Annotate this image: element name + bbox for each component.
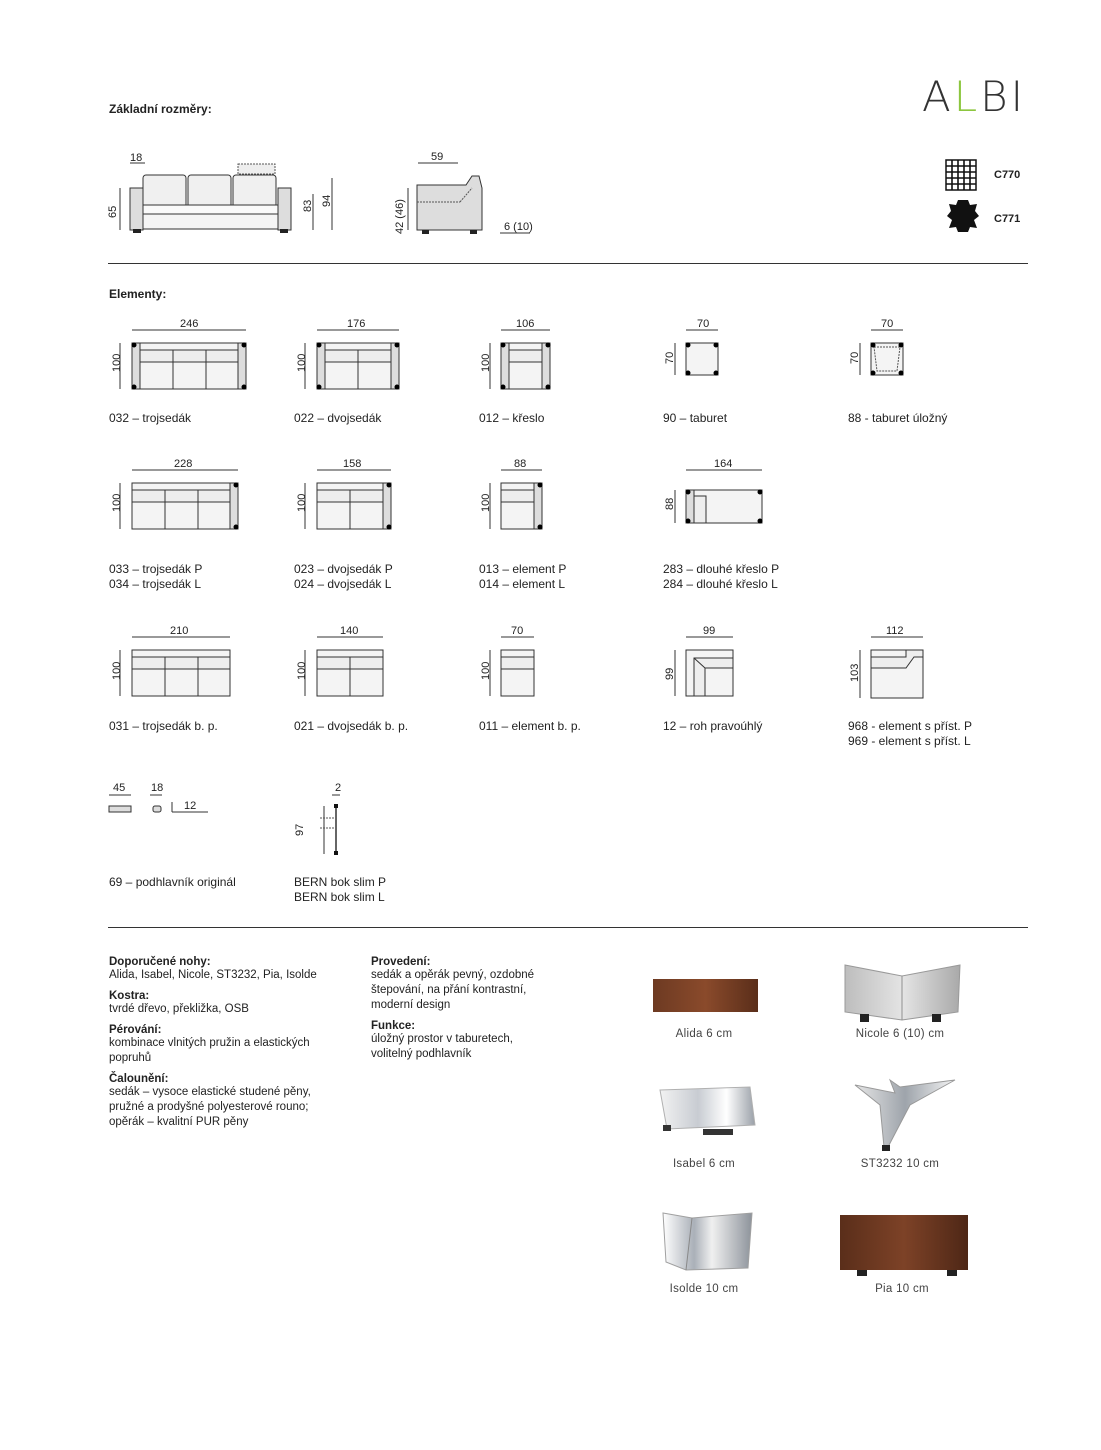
nicole-caption: Nicole 6 (10) cm — [855, 1028, 945, 1040]
el-968-label: 968 - element s příst. P — [848, 719, 973, 733]
frame-heading: Kostra: — [109, 990, 150, 1002]
function-text-1: úložný prostor v taburetech, — [371, 1033, 513, 1045]
bern-height-label: 97 — [294, 823, 306, 836]
execution-heading: Provedení: — [371, 956, 431, 968]
pia-caption: Pia 10 cm — [875, 1283, 929, 1295]
pillow-depth: 18 — [151, 782, 164, 794]
el-013-width: 88 — [514, 458, 527, 470]
el-968-width: 112 — [886, 625, 904, 637]
legs-heading: Doporučené nohy: — [109, 956, 211, 968]
isolde-caption: Isolde 10 cm — [669, 1283, 739, 1295]
pillow-height: 12 — [184, 800, 197, 812]
spring-text-2: popruhů — [109, 1052, 152, 1064]
el-969-label: 969 - element s příst. L — [848, 734, 971, 748]
el-022-depth: 100 — [296, 353, 308, 372]
info-left — [109, 956, 349, 1130]
brand-logo: ALBI — [922, 72, 1027, 121]
el-284-label: 284 – dlouhé křeslo L — [663, 577, 778, 591]
row3-drawings — [100, 622, 1000, 707]
upholstery-text-2: pružné a prodyšné polyesterové rouno; — [109, 1101, 309, 1113]
leg-height-label: 6 (10) — [504, 221, 533, 233]
upholstery-heading: Čalounění: — [109, 1073, 169, 1085]
el-032-depth: 100 — [111, 353, 123, 372]
elements-title: Elementy: — [109, 287, 167, 301]
side-depth-label: 59 — [431, 151, 444, 163]
el-968-depth: 103 — [849, 663, 861, 682]
row4-drawings — [100, 780, 400, 860]
bern-p-label: BERN bok slim P — [294, 875, 387, 889]
st3232-caption: ST3232 10 cm — [860, 1158, 940, 1170]
el-022-width: 176 — [347, 318, 366, 330]
row2-drawings — [100, 455, 1000, 540]
info-right — [371, 956, 591, 1062]
el-022-label: 022 – dvojsedák — [294, 411, 382, 425]
leather-icon — [946, 198, 980, 234]
divider — [108, 927, 1028, 928]
upholstery-text-1: sedák – vysoce elastické studené pěny, — [109, 1086, 311, 1098]
alida-leg-image — [650, 975, 760, 1015]
frame-text: tvrdé dřevo, překližka, OSB — [109, 1003, 249, 1015]
el-011-depth: 100 — [480, 661, 492, 680]
el-90-width: 70 — [697, 318, 710, 330]
alida-caption: Alida 6 cm — [675, 1028, 733, 1040]
el-12-width: 99 — [703, 625, 716, 637]
pillow-label: 69 – podhlavník originál — [109, 875, 236, 889]
isolde-leg-image — [660, 1210, 760, 1275]
nicole-leg-image — [840, 962, 965, 1027]
el-88-width: 70 — [881, 318, 894, 330]
el-283-depth: 88 — [664, 497, 676, 510]
el-031-width: 210 — [170, 625, 189, 637]
el-12-label: 12 – roh pravoúhlý — [663, 719, 763, 733]
spring-heading: Pérování: — [109, 1024, 162, 1036]
el-024-label: 024 – dvojsedák L — [294, 577, 392, 591]
arm-width-label: 18 — [130, 152, 143, 164]
el-012-label: 012 – křeslo — [479, 411, 545, 425]
isabel-leg-image — [655, 1085, 760, 1140]
seat-height-label: 65 — [107, 205, 119, 218]
el-021-depth: 100 — [296, 661, 308, 680]
el-023-depth: 100 — [296, 493, 308, 512]
upholstery-text-3: opěrák – kvalitní PUR pěny — [109, 1116, 249, 1128]
el-88-depth: 70 — [849, 351, 861, 364]
back-height-label: 83 — [302, 199, 314, 212]
bern-top-label: 2 — [335, 782, 342, 794]
el-013-label: 013 – element P — [479, 562, 567, 576]
pillow-width: 45 — [113, 782, 126, 794]
el-283-label: 283 – dlouhé křeslo P — [663, 562, 780, 576]
el-021-width: 140 — [340, 625, 359, 637]
el-013-depth: 100 — [480, 493, 492, 512]
el-012-depth: 100 — [480, 353, 492, 372]
side-seat-height-label: 42 (46) — [394, 199, 406, 234]
el-033-width: 228 — [174, 458, 193, 470]
st3232-leg-image — [850, 1075, 960, 1155]
sofa-side-drawing — [400, 148, 540, 248]
el-90-label: 90 – taburet — [663, 411, 728, 425]
execution-text-1: sedák a opěrák pevný, ozdobné — [371, 969, 535, 981]
el-90-depth: 70 — [664, 351, 676, 364]
divider — [108, 263, 1028, 264]
bern-l-label: BERN bok slim L — [294, 890, 385, 904]
el-014-label: 014 – element L — [479, 577, 566, 591]
el-021-label: 021 – dvojsedák b. p. — [294, 719, 409, 733]
el-023-width: 158 — [343, 458, 362, 470]
isabel-caption: Isabel 6 cm — [672, 1158, 736, 1170]
material-code-leather: C771 — [994, 213, 1021, 225]
el-034-label: 034 – trojsedák L — [109, 577, 202, 591]
el-033-label: 033 – trojsedák P — [109, 562, 203, 576]
el-011-label: 011 – element b. p. — [479, 719, 581, 733]
el-88-label: 88 - taburet úložný — [848, 411, 948, 425]
el-032-width: 246 — [180, 318, 199, 330]
pia-leg-image — [835, 1210, 970, 1280]
el-12-depth: 99 — [664, 667, 676, 680]
el-031-depth: 100 — [111, 661, 123, 680]
legs-text: Alida, Isabel, Nicole, ST3232, Pia, Isolde — [109, 969, 317, 981]
function-heading: Funkce: — [371, 1020, 416, 1032]
el-032-label: 032 – trojsedák — [109, 411, 192, 425]
total-height-label: 94 — [321, 194, 333, 207]
basic-dimensions-title: Základní rozměry: — [109, 102, 212, 116]
el-031-label: 031 – trojsedák b. p. — [109, 719, 218, 733]
el-033-depth: 100 — [111, 493, 123, 512]
material-code-fabric: C770 — [994, 169, 1021, 181]
execution-text-3: moderní design — [371, 999, 451, 1011]
el-023-label: 023 – dvojsedák P — [294, 562, 393, 576]
el-011-width: 70 — [511, 625, 524, 637]
row1-drawings — [100, 315, 1000, 400]
spring-text-1: kombinace vlnitých pružin a elastických — [109, 1037, 310, 1049]
fabric-icon — [944, 158, 978, 192]
execution-text-2: štepování, na přání kontrastní, — [371, 984, 527, 996]
function-text-2: volitelný podhlavník — [371, 1048, 472, 1060]
el-283-width: 164 — [714, 458, 733, 470]
el-012-width: 106 — [516, 318, 535, 330]
